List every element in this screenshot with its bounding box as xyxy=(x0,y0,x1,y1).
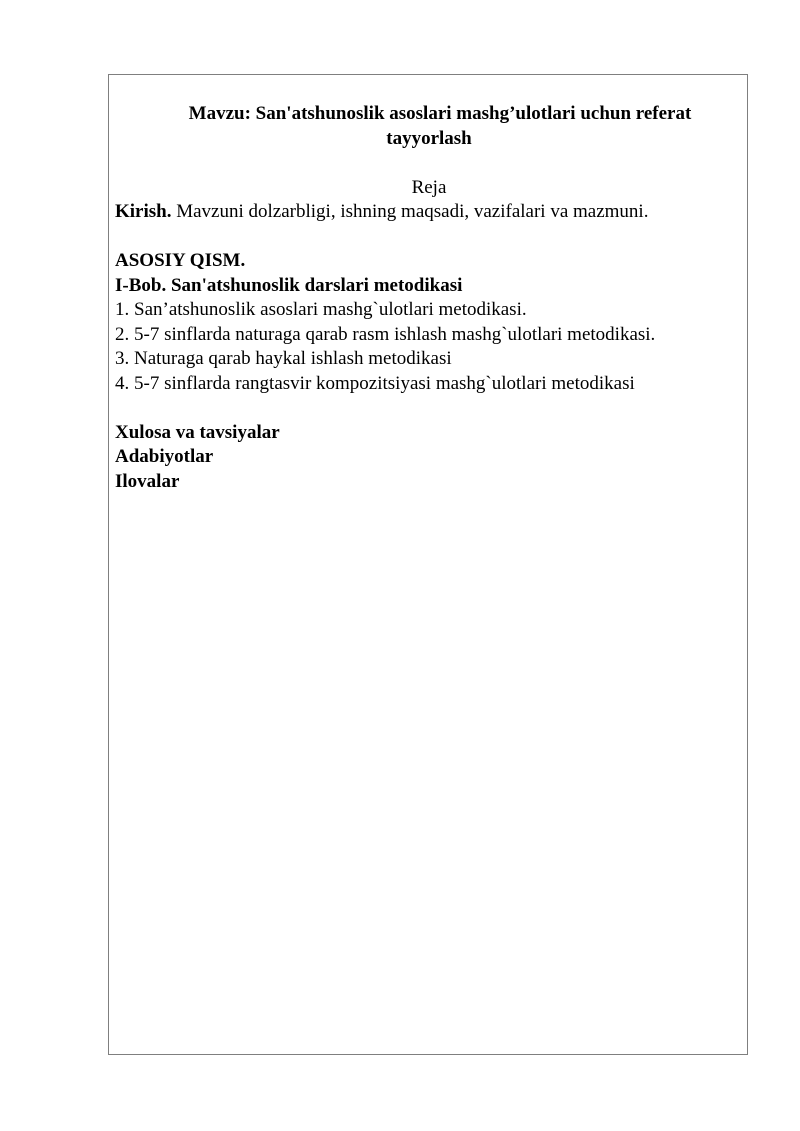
list-item: 1. San’atshunoslik asoslari mashg`ulotlari metodikasi. xyxy=(115,299,527,320)
intro-line xyxy=(115,200,743,225)
intro-text: Mavzuni dolzarbligi, ishning maqsadi, vazifalari va mazmuni. xyxy=(171,201,649,222)
document-body xyxy=(115,102,743,494)
spacer xyxy=(115,396,743,421)
title-line-1: Mavzu: San'atshunoslik asoslari mashg’ulotlari uchun referat xyxy=(188,103,692,124)
conclusion-heading: Xulosa va tavsiyalar xyxy=(115,421,280,443)
main-part-heading: ASOSIY QISM. xyxy=(115,250,246,271)
plan-heading: Reja xyxy=(411,176,447,198)
intro-label: Kirish. xyxy=(115,201,172,222)
list-item: 3. Naturaga qarab haykal ishlash metodikasi xyxy=(115,348,452,369)
spacer xyxy=(115,225,743,250)
list-item: 4. 5-7 sinflarda rangtasvir kompozitsiyasi mashg`ulotlari metodikasi xyxy=(115,372,635,394)
list-item: 2. 5-7 sinflarda naturaga qarab rasm ishlash mashg`ulotlari metodikasi. xyxy=(115,323,656,345)
document-title xyxy=(115,102,743,151)
chapter-title: I-Bob. San'atshunoslik darslari metodikasi xyxy=(115,274,463,296)
references-heading: Adabiyotlar xyxy=(115,446,214,467)
title-line-2: tayyorlash xyxy=(386,127,472,149)
appendices-heading: Ilovalar xyxy=(115,470,180,492)
spacer xyxy=(115,151,743,176)
